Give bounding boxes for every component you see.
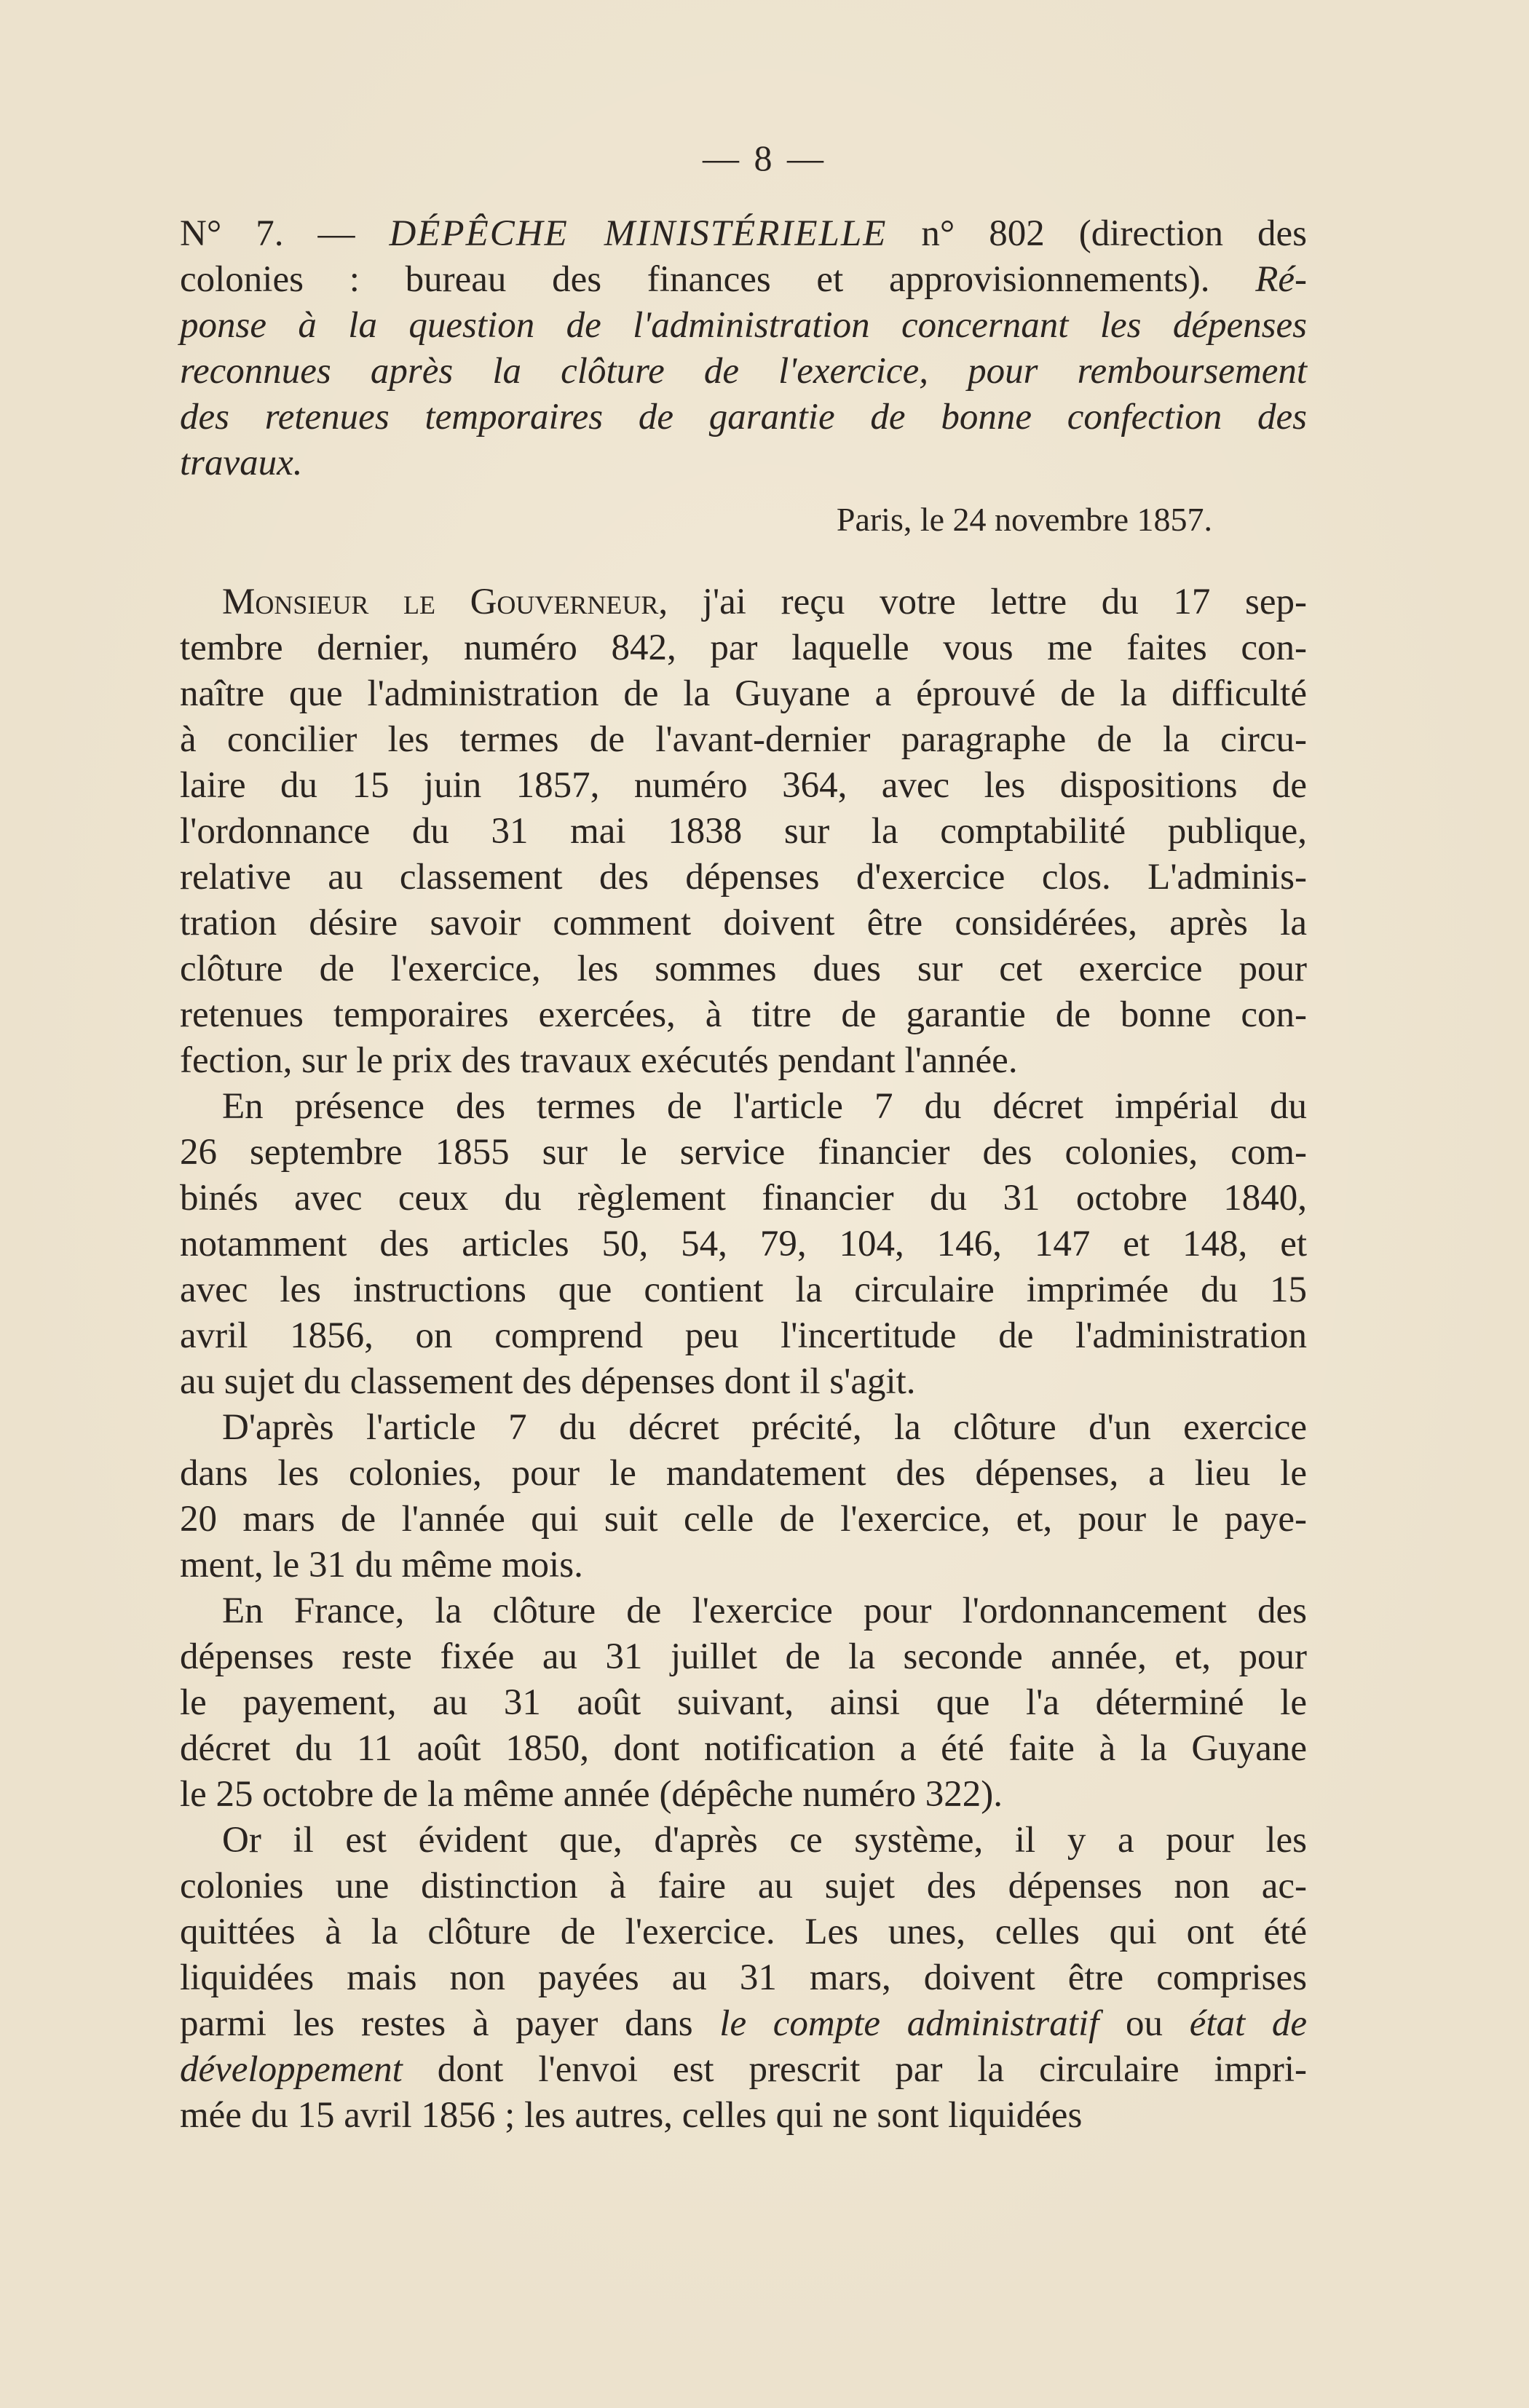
text-run: le payement, au 31 août suivant, ainsi que l'a déterminé le	[180, 1682, 1307, 1723]
paragraph-line	[180, 1130, 1307, 1176]
page-number: — 8 —	[703, 138, 826, 178]
header-text-run: reconnues après la clôture de l'exercice, pour remboursement	[180, 351, 1307, 392]
header-text-run: ponse à la question de l'administration concernant les dépenses	[180, 305, 1307, 346]
paragraph-line	[180, 2001, 1307, 2047]
header-text-run: n° 802 (direction des	[887, 213, 1307, 254]
header-text-run: des retenues temporaires de garantie de bonne confection des	[180, 397, 1307, 437]
text-run: dans les colonies, pour le mandatement des dépenses, a lieu le	[180, 1453, 1307, 1494]
paragraph	[180, 1084, 1307, 1405]
paragraph-line	[180, 579, 1307, 625]
header-text-run: colonies : bureau des finances et approvisionnements).	[180, 259, 1256, 300]
text-run: notamment des articles 50, 54, 79, 104, 146, 147 et 148, et	[180, 1224, 1307, 1264]
text-run: relative au classement des dépenses d'exercice clos. L'adminis-	[180, 857, 1307, 898]
paragraph-line	[180, 1221, 1307, 1267]
paragraph-line	[180, 1542, 1307, 1588]
text-run: , j'ai reçu votre lettre du 17 sep-	[658, 582, 1307, 622]
header-line	[180, 395, 1307, 440]
paragraph-line	[180, 1313, 1307, 1359]
text-run: binés avec ceux du règlement financier du 31 octobre 1840,	[180, 1178, 1307, 1219]
paragraph-line	[180, 671, 1307, 717]
text-run: laire du 15 juin 1857, numéro 364, avec les dispositions de	[180, 765, 1307, 806]
text-run: naître que l'administration de la Guyane a éprouvé de la difficulté	[180, 673, 1307, 714]
text-run: 20 mars de l'année qui suit celle de l'exercice, et, pour le paye-	[180, 1499, 1307, 1540]
text-run: Or il est évident que, d'après ce système, il y a pour les	[222, 1820, 1307, 1861]
paragraph	[180, 1818, 1307, 2139]
paragraph-line	[180, 1084, 1307, 1130]
header-line	[180, 440, 1307, 486]
text-run: clôture de l'exercice, les sommes dues sur cet exercice pour	[180, 948, 1307, 989]
text-run: quittées à la clôture de l'exercice. Les unes, celles qui ont été	[180, 1912, 1307, 1952]
paragraph-line	[180, 717, 1307, 763]
text-run: dépenses reste fixée au 31 juillet de la seconde année, et, pour	[180, 1636, 1307, 1677]
text-run: tration désire savoir comment doivent être considérées, après la	[180, 903, 1307, 943]
paragraph-line	[180, 2047, 1307, 2093]
paragraph-line	[180, 1038, 1307, 1084]
text-run: ou	[1099, 2003, 1190, 2044]
dateline: Paris, le 24 novembre 1857.	[836, 501, 1212, 538]
header-line	[180, 303, 1307, 349]
paragraph-line	[180, 855, 1307, 900]
text-run: parmi les restes à payer dans	[180, 2003, 720, 2044]
paragraph-line	[180, 1864, 1307, 1909]
text-run: colonies une distinction à faire au sujet des dépenses non ac-	[180, 1866, 1307, 1906]
text-run: Monsieur le Gouverneur	[222, 582, 659, 622]
paragraph-line	[180, 1955, 1307, 2001]
text-run: le 25 octobre de la même année (dépêche numéro 322).	[180, 1774, 1003, 1815]
paragraph-line	[180, 2093, 1307, 2139]
letter-body	[180, 579, 1307, 2139]
text-run: dont l'envoi est prescrit par la circulaire impri-	[402, 2049, 1307, 2090]
text-run: ment, le 31 du même mois.	[180, 1545, 583, 1585]
paragraph-line	[180, 900, 1307, 946]
paragraph-line	[180, 1451, 1307, 1497]
paragraph-line	[180, 809, 1307, 855]
paragraph-line	[180, 1267, 1307, 1313]
paragraph-line	[180, 1359, 1307, 1405]
text-run: En France, la clôture de l'exercice pour l'ordonnancement des	[222, 1591, 1307, 1631]
text-run: En présence des termes de l'article 7 du décret impérial du	[222, 1086, 1307, 1127]
paragraph-line	[180, 1588, 1307, 1634]
paragraph-line	[180, 1726, 1307, 1772]
text-run: décret du 11 août 1850, dont notification a été faite à la Guyane	[180, 1728, 1307, 1769]
header-line	[180, 257, 1307, 303]
dispatch-header	[180, 211, 1307, 564]
text-run: tembre dernier, numéro 842, par laquelle vous me faites con-	[180, 627, 1307, 668]
header-text-run: N° 7. —	[180, 213, 390, 254]
text-run: avril 1856, on comprend peu l'incertitude de l'administration	[180, 1315, 1307, 1356]
header-line	[180, 211, 1307, 257]
text-run: mée du 15 avril 1856 ; les autres, celles qui ne sont liquidées	[180, 2095, 1083, 2136]
text-run: D'après l'article 7 du décret précité, la clôture d'un exercice	[222, 1407, 1307, 1448]
text-run: à concilier les termes de l'avant-dernier paragraphe de la circu-	[180, 719, 1307, 760]
paragraph-line	[180, 1909, 1307, 1955]
text-run: retenues temporaires exercées, à titre de garantie de bonne con-	[180, 994, 1307, 1035]
paragraph-line	[180, 763, 1307, 809]
text-run: liquidées mais non payées au 31 mars, doivent être comprises	[180, 1957, 1307, 1998]
paragraph-line	[180, 1497, 1307, 1542]
text-run: état de	[1189, 2003, 1307, 2044]
paragraph-line	[180, 1176, 1307, 1221]
paragraph-line	[180, 1818, 1307, 1864]
text-run: le compte administratif	[719, 2003, 1099, 2044]
paragraph	[180, 579, 1307, 1084]
paragraph-line	[180, 1772, 1307, 1818]
text-run: au sujet du classement des dépenses dont il s'agit.	[180, 1361, 916, 1402]
paragraph-line	[180, 1405, 1307, 1451]
header-line	[180, 349, 1307, 395]
paragraph	[180, 1405, 1307, 1588]
text-run: 26 septembre 1855 sur le service financier des colonies, com-	[180, 1132, 1307, 1173]
text-run: fection, sur le prix des travaux exécutés pendant l'année.	[180, 1040, 1018, 1081]
paragraph-line	[180, 1634, 1307, 1680]
text-run: l'ordonnance du 31 mai 1838 sur la comptabilité publique,	[180, 811, 1307, 852]
text-run: avec les instructions que contient la circulaire imprimée du 15	[180, 1270, 1307, 1310]
paragraph-line	[180, 1680, 1307, 1726]
header-text-run: Ré-	[1255, 259, 1307, 300]
paragraph-line	[180, 992, 1307, 1038]
paragraph-line	[180, 625, 1307, 671]
paragraph	[180, 1588, 1307, 1818]
text-run: développement	[180, 2049, 403, 2090]
header-text-run: DÉPÊCHE MINISTÉRIELLE	[389, 213, 888, 254]
header-text-run: travaux.	[180, 443, 303, 483]
paragraph-line	[180, 946, 1307, 992]
